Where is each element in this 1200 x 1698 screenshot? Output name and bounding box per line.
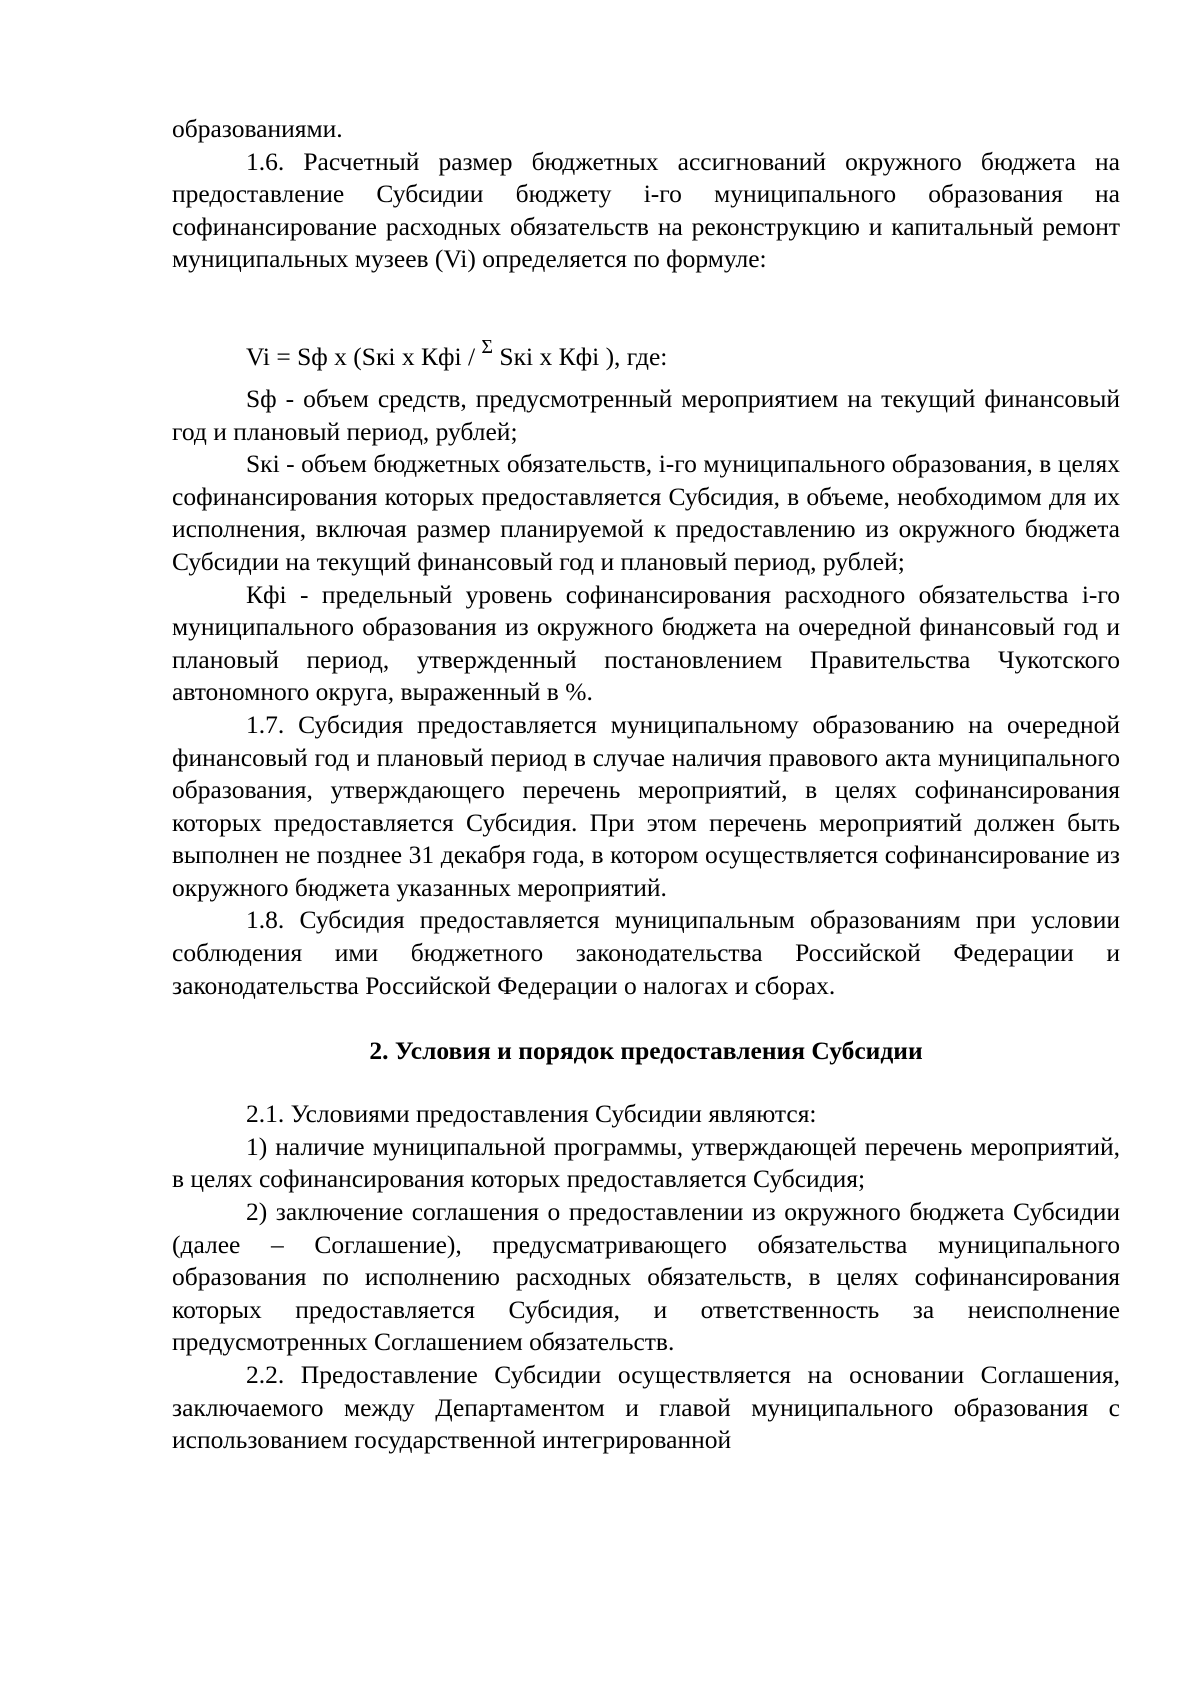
definition-sf: Sф - объем средств, предусмотренный мероприятием на текущий финансовый год и плановый период, рублей; [172,383,1120,446]
formula-left: Vi = Sф x (Sкi x Кфi / [246,341,482,371]
paragraph-2-1-item-2: 2) заключение соглашения о предоставлении из окружного бюджета Субсидии (далее – Соглашение), предусматривающего обязательства муниципального образования по исполнению расходных обязательств, в целях софинансирования которых предоставляется Субсидия, и ответственность за неисполнение предусмотренных Соглашением обязательств. [172,1197,1120,1357]
sigma-symbol: Σ [481,335,494,358]
section-heading: 2. Условия и порядок предоставления Субсидии [369,1036,923,1066]
paragraph-1-7: 1.7. Субсидия предоставляется муниципальному образованию на очередной финансовый год и плановый период в случае наличия правового акта муниципального образования, утверждающего перечень мероприятий, в целях софинансирования которых предоставляется Субсидия. При этом перечень мероприятий должен быть выполнен не позднее 31 декабря года, в котором осуществляется софинансирование из окружного бюджета указанных мероприятий. [172,709,1120,902]
formula [172,330,1120,371]
formula-right: Sкi x Кфi ), где: [493,341,668,371]
paragraph-2-1: 2.1. Условиями предоставления Субсидии являются: [246,1099,817,1129]
definition-kfi: Кфi - предельный уровень софинансирования расходного обязательства i-го муниципального образования из окружного бюджета на очередной финансовый год и плановый период, утвержденный постановлением Правительства Чукотского автономного округа, выраженный в %. [172,579,1120,707]
paragraph-2-1-item-1: 1) наличие муниципальной программы, утверждающей перечень мероприятий, в целях софинансирования которых предоставляется Субсидия; [172,1131,1120,1194]
paragraph-1-8: 1.8. Субсидия предоставляется муниципальным образованиям при условии соблюдения ими бюджетного законодательства Российской Федерации и законодательства Российской Федерации о налогах и сборах. [172,905,1120,1000]
spacer [172,1067,1120,1098]
document-page [172,113,1120,1457]
paragraph-1-6: 1.6. Расчетный размер бюджетных ассигнований окружного бюджета на предоставление Субсидии бюджету i-го муниципального образования на софинансирование расходных обязательств на реконструкцию и капитальный ремонт муниципальных музеев (Vi) определяется по формуле: [172,146,1120,274]
spacer [172,276,1120,308]
spacer [172,1002,1120,1035]
definition-ski: Sкi - объем бюджетных обязательств, i-го муниципального образования, в целях софинансирования которых предоставляется Субсидия, в объеме, необходимом для их исполнения, включая размер планируемой к предоставлению из окружного бюджета Субсидии на текущий финансовый год и плановый период, рублей; [172,449,1120,576]
paragraph-intro-tail: образованиями. [172,114,343,143]
paragraph-2-2: 2.2. Предоставление Субсидии осуществляется на основании Соглашения, заключаемого между Департаментом и главой муниципального образования с использованием государственной интегрированной [172,1360,1120,1455]
